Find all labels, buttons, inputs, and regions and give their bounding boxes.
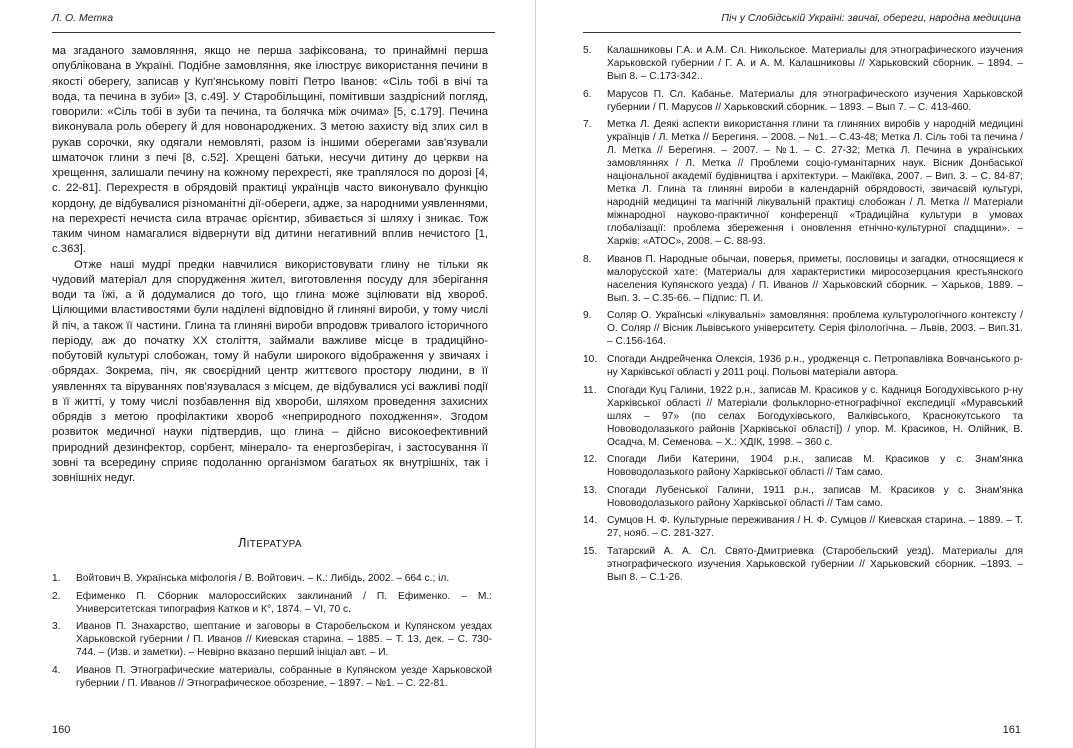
literature-heading-rest: ІТЕРАТУРА — [246, 539, 302, 550]
reference-item — [583, 514, 1023, 540]
reference-item — [583, 353, 1023, 379]
reference-text: Иванов П. Знахарство, шептание и заговоры в Старобельском и Купянском уездах Харьковской губернии / П. Иванов // Киевская старина. – 1885. – Т. 13, дек. – С. 730-744. – (Изв. и заметки). – Невірно вказано перший ініціал авт. – И. — [76, 621, 492, 659]
reference-text: Иванов П. Этнографические материалы, собранные в Купянском уезде Харьковской губернии / П. Иванов // Этнографическое обозрение. – 1897. – №1. – С. 22-81. — [76, 664, 492, 689]
reference-item — [583, 384, 1023, 449]
reference-number: 15. — [583, 545, 598, 557]
reference-item — [52, 620, 492, 659]
reference-text: Иванов П. Народные обычаи, поверья, приметы, пословицы и загадки, относящиеся к малорусской хате: (Материалы для характеристики миросозерцания крестьянского населения Купянского уезда) / П. Иванов // Харьковский сборник. – Харьков, 1889. – Вып. 3. – С.35-66. – Підпис: П. И. — [607, 253, 1023, 304]
reference-item — [583, 453, 1023, 479]
reference-number: 11. — [583, 384, 597, 396]
reference-text: Спогади Андрейченка Олексія, 1936 р.н., уродженця с. Петропавлівка Вовчанського р-ну Харківської області у 2011 році. Польові матеріали автора. — [607, 353, 1023, 378]
reference-text: Спогади Лубенської Галини, 1911 р.н., записав М. Красиков у с. Знам'янка Нововодолазького району Харківської області // Там само. — [607, 484, 1023, 509]
reference-number: 9. — [583, 310, 592, 322]
reference-text: Соляр О. Українські «лікувальні» замовляння: проблема культурологічного контексту / О. Соляр // Вісник Львівського університету. Серія філологічна. – Львів, 2003. – Вип.31. – С.156-164. — [607, 310, 1023, 348]
running-head-title: Піч у Слобідській Україні: звичаї, обереги, народна медицина — [583, 12, 1021, 33]
reference-number: 2. — [52, 590, 61, 602]
left-page — [0, 0, 536, 748]
reference-item — [583, 44, 1023, 83]
page-number-left: 160 — [52, 724, 71, 736]
reference-text: Сумцов Н. Ф. Культурные переживания / Н. Ф. Сумцов // Киевская старина. – 1889. – Т. 27, нояб. – С. 281-327. — [607, 515, 1023, 540]
reference-text: Войтович В. Українська міфологія / В. Войтович. – К.: Либідь, 2002. – 664 с.; іл. — [76, 573, 450, 584]
reference-item — [583, 88, 1023, 114]
reference-text: Метка Л. Деякі аспекти використання глини та глиняних виробів у народній медицині українців / Л. Метка // Берегиня. – 2008. – №1. – С.43-48; Метка Л. Сіль тобі та печина / Л. Метка // Берегиня. – 2007. – №1. – С. 27-32; Метка Л. Печина в українських замовляннях / Л. Метка // Проблеми соціо-гуманітарних наук. Вісник Донбаської національної академії будівництва і архітектури. – Макіївка, 2007. – Вип. 3. – С. 84-87; Метка Л. Глина та глиняні вироби в календарній обрядовості, звичаєвій культурі, народній медицині та магічній лікувальній практиці слобожан / Л. Метка // Матеріали міжнародної науково-практичної конференції «Традиційна культури в умовах глобалізації: проблема збереження і оновлення етнічно-культурної спадщини». – Харків: «АТОС», 2008. – С. 88-93. — [607, 119, 1023, 248]
reference-item — [52, 664, 492, 690]
reference-item — [583, 545, 1023, 584]
reference-number: 3. — [52, 621, 61, 633]
reference-number: 13. — [583, 484, 598, 496]
reference-number: 6. — [583, 88, 592, 100]
page-number-right: 161 — [1002, 724, 1021, 736]
reference-number: 7. — [583, 119, 592, 131]
body-text — [52, 44, 488, 486]
reference-item — [52, 590, 492, 616]
reference-number: 5. — [583, 45, 592, 56]
literature-heading — [52, 536, 488, 550]
paragraph-1: ма згаданого замовляння, якщо не перша зафіксована, то принаймні перша опублікована в Україні. Подібне замовляння, яке ілюструє використання печини в якості оберегу, записав у Куп'янському повіті Петро Іванов: «Сіль тобі в вічі та вода, та печина в зуби» [3, с.49]. У Старобільщині, помітивши заздрісний погляд, говорили: «Сіль тобі в зуби та печина, та болячка між очима» [5, с.179]. Печина виконувала роль оберегу й для новонароджених. З метою захисту від злих сил в рукав сорочки, яку одягали немовляті, разом із іншими оберегами зав'язували шматочок глини з печі [8, с.52]. Хрещені батьки, несучи дитину до церкви на хрещення, залишали печину на кожному перехресті, яке траплялося по дорозі [4, с. 22-81]. Перехрестя в обрядовій практиці українців часто виконувало функцію кордону, де відбувалися різноманітні дії-обереги, адже, за народними уявленнями, на перехресті нечиста сила втрачає орієнтир, збивається зі шляху і зникає. Тож таким чином намагалися відвернути від дитини негативний вплив нечистого [1, с.363]. — [52, 45, 488, 256]
reference-list-right — [583, 44, 1023, 589]
reference-text: Ефименко П. Сборник малороссийских заклинаний / П. Ефименко. – М.: Университетская типография Катков и К°, 1874. – VI, 70 с. — [76, 590, 492, 615]
reference-number: 4. — [52, 664, 61, 676]
paragraph-2: Отже наші мудрі предки навчилися використовувати глину не тільки як чудовий матеріал для спорудження жител, виготовлення посуду для зберігання води та їжі, а й додумалися до того, що глина може зцілювати від хвороб. Цілющими властивостями були наділені відповідно й глиняні вироби, у тому числі й піч, а також її частини. Глина та глиняні вироби впродовж тривалого історичного періоду, аж до початку ХХ століття, займали важливе місце в традиційно-побутовій культурі слобожан, тому й набули широкого відображення у звичаях і обрядах. Зокрема, піч, як своєрідний центр життєвого простору людини, в її уявленнях та віруваннях пов'язувалася з місцем, де відбувалися усі важливі події в її житті, у тому числі позбавлення від хвороби, шляхом проведення захисних обрядів з метою профілактики хвороб «неприродного походження». Згодом розвиток медичної науки підтвердив, що глина – дійсно високоефективний природний дезинфектор, сорбент, мінерало- та енергозберігач, і застосування її зовні та всередину сприяє подоланню організмом багатьох як внутрішніх, так і зовнішніх недуг. — [52, 258, 488, 484]
reference-number: 12. — [583, 454, 598, 466]
right-page — [537, 0, 1073, 748]
reference-item — [583, 118, 1023, 248]
reference-text: Спогади Либи Катерини, 1904 р.н., записав М. Красиков у с. Знам'янка Нововодолазького району Харківської області // Там само. — [607, 454, 1023, 479]
reference-number: 8. — [583, 253, 592, 265]
running-head-author: Л. О. Метка — [52, 12, 495, 33]
reference-number: 14. — [583, 515, 598, 527]
reference-text: Калашниковы Г.А. и А.М. Сл. Никольское. Материалы для этнографического изучения Харьковской губернии / Г. А. и А. М. Калашниковы // Харьковский сборник. – 1894. – Вып 8. – С.173-342.. — [607, 45, 1023, 82]
literature-heading-initial: Л — [238, 536, 247, 550]
reference-list-left — [52, 572, 492, 694]
reference-number: 1. — [52, 573, 61, 584]
reference-item — [583, 309, 1023, 348]
reference-item — [583, 253, 1023, 305]
reference-item — [52, 572, 492, 585]
reference-item — [583, 484, 1023, 510]
reference-number: 10. — [583, 353, 598, 365]
reference-text: Спогади Куц Галини, 1922 р.н., записав М. Красиков у с. Кадниця Богодухівського р-ну Харківської області // Матеріали фольклорно-етнографічної експедиції «Муравський шлях – 97» (по селах Богодухівського, Валківського, Краснокутського та Нововодолазького районів [Харківської області]) / упор. М. Красиков, Н. Олійник, В. Осадча, М. Семенова. – Х.: ХДІК, 1998. – 360 с. — [607, 384, 1023, 448]
reference-text: Марусов П. Сл. Кабанье. Материалы для этнографического изучения Харьковской губернии / П. Марусов // Харьковский сборник. – 1893. – Вып 7. – С. 413-460. — [607, 88, 1023, 113]
reference-text: Татарский А. А. Сл. Свято-Дмитриевка (Старобельский уезд). Материалы для этнографического изучения Харьковской губернии // Харьковский сборник. –1893. – Вып 8. – С.1-26. — [607, 545, 1023, 583]
